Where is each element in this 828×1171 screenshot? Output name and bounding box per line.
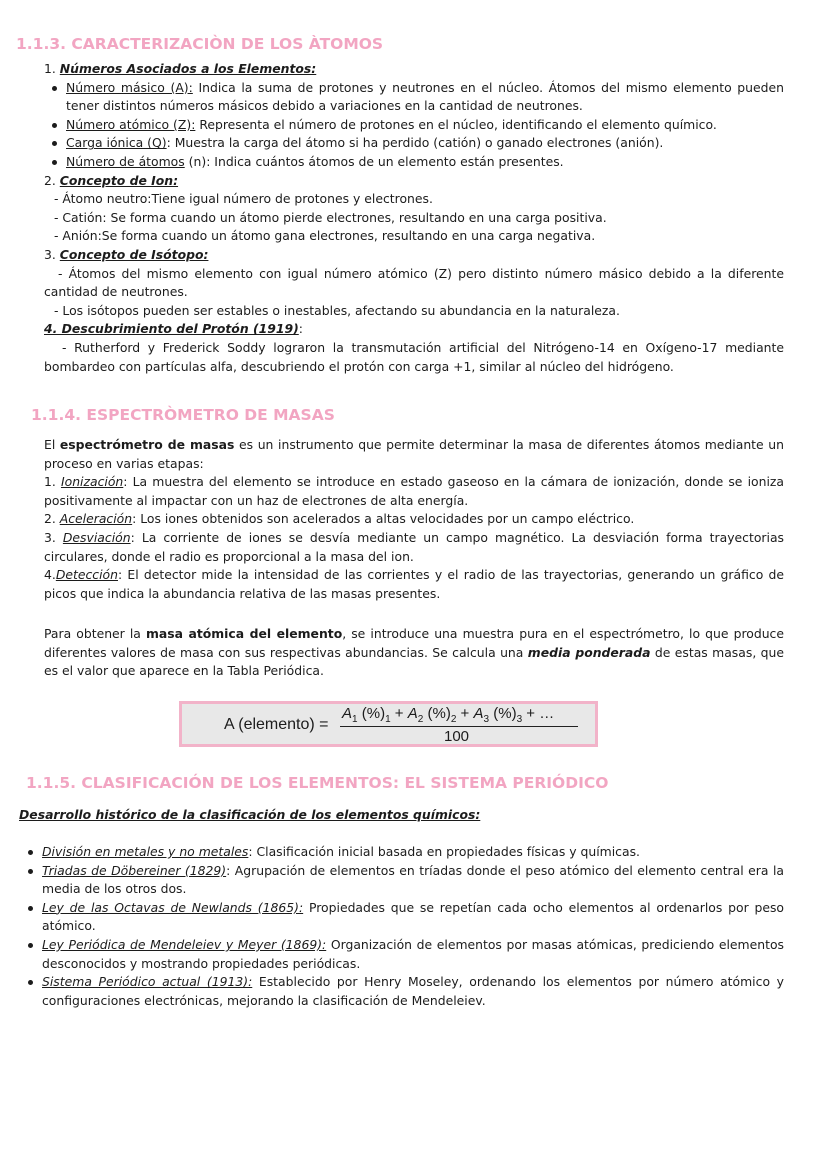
weighted-mean-formula [179,701,598,747]
numeros-list [44,79,784,172]
ion-line: - Anión:Se forma cuando un átomo gana electrones, resultando en una carga negativa. [54,228,596,244]
fraction-bar [340,726,578,727]
section-113-body [44,60,784,376]
formula-numerator: $A_1$ $(\%)_1 + A_2$ $(\%)_2 + A_3$ $(\%)_3$ + … [342,705,555,725]
history-list [20,843,784,1010]
step-item: 4.Detección: El detector mide la intensidad de las corrientes y el radio de las trayectorias, generando un gráfico de picos que indica la abundancia relativa de las masas presentes. [44,567,784,601]
section-115-body [20,843,784,1010]
isotopo-line: - Los isótopos pueden ser estables o inestables, afectando su abundancia en la naturaleza. [54,302,620,318]
ion-line: - Catión: Se forma cuando un átomo pierde electrones, resultando en una carga positiva. [54,209,607,225]
section-115-heading: 1.1.5. CLASIFICACIÓN DE LOS ELEMENTOS: EL SISTEMA PERIÓDICO [26,774,609,792]
intro-paragraph: El espectrómetro de masas es un instrumento que permite determinar la masa de diferentes átomos mediante un proceso en varias etapas: [44,437,784,471]
subheading-numeros: 1. Números Asociados a los Elementos: [44,61,317,76]
list-item: Ley Periódica de Mendeleiev y Meyer (1869): Organización de elementos por masas atómicas, prediciendo elementos desconocidos y mostrando propiedades periódicas. [20,936,784,973]
ion-line: - Átomo neutro:Tiene igual número de protones y electrones. [54,191,433,207]
section-114-heading: 1.1.4. ESPECTRÒMETRO DE MASAS [31,406,335,424]
section-115-subtitle: Desarrollo histórico de la clasificación de los elementos químicos: [19,807,481,822]
subheading-proton: 4. Descubrimiento del Protón (1919): [44,321,303,337]
section-113-heading: 1.1.3. CARACTERIZACIÒN DE LOS ÀTOMOS [16,35,384,53]
step-item: 2. Aceleración: Los iones obtenidos son acelerados a altas velocidades por un campo eléctrico. [44,511,635,527]
list-item: Carga iónica (Q): Muestra la carga del átomo si ha perdido (catión) o ganado electrones (anión). [44,134,784,153]
section-114-body [44,436,784,603]
proton-paragraph: - Rutherford y Frederick Soddy lograron la transmutación artificial del Nitrógeno-14 en Oxígeno-17 mediante bombardeo con partículas alfa, descubriendo el protón con carga +1, similar al núcleo del hidrógeno. [44,339,784,374]
isotopo-line: - Átomos del mismo elemento con igual número atómico (Z) pero distinto número másico debido a la diferente cantidad de neutrones. [44,265,784,300]
subheading-ion: 2. Concepto de Ion: [44,172,179,188]
step-item: 3. Desviación: La corriente de iones se desvía mediante un campo magnético. La desviación forma trayectorias circulares, donde el radio es proporcional a la masa del ion. [44,529,784,564]
list-item: División en metales y no metales: Clasificación inicial basada en propiedades físicas y químicas. [20,843,784,862]
subheading-isotopo: 3. Concepto de Isótopo: [44,246,209,262]
list-item: Sistema Periódico actual (1913): Establecido por Henry Moseley, ordenando los elementos por número atómico y configuraciones electrónicas, mejorando la clasificación de Mendeleiev. [20,973,784,1010]
list-item: Número atómico (Z): Representa el número de protones en el núcleo, identificando el elemento químico. [44,116,784,135]
masa-atomica-paragraph: Para obtener la masa atómica del elemento, se introduce una muestra pura en el espectrómetro, lo que produce diferentes valores de masa con sus respectivas abundancias. Se calcula una media ponderada de estas masas, que es el valor que aparece en la Tabla Periódica. [44,626,784,679]
list-item: Ley de las Octavas de Newlands (1865): Propiedades que se repetían cada ocho elementos al ordenarlos por peso atómico. [20,899,784,936]
list-item: Número másico (A): Indica la suma de protones y neutrones en el núcleo. Átomos del mismo elemento pueden tener distintos números másicos debido a variaciones en la cantidad de neutrones. [44,79,784,116]
list-item: Triadas de Döbereiner (1829): Agrupación de elementos en tríadas donde el peso atómico del elemento central era la media de los otros dos. [20,862,784,899]
list-item: Número de átomos (n): Indica cuántos átomos de un elemento están presentes. [44,153,784,172]
formula-denominator: 100 [444,728,470,745]
formula-lhs: A (elemento) = [224,716,329,733]
step-item: 1. Ionización: La muestra del elemento se introduce en estado gaseoso en la cámara de ionización, donde se ioniza positivamente al impactar con un haz de electrones de alta energía. [44,474,784,508]
